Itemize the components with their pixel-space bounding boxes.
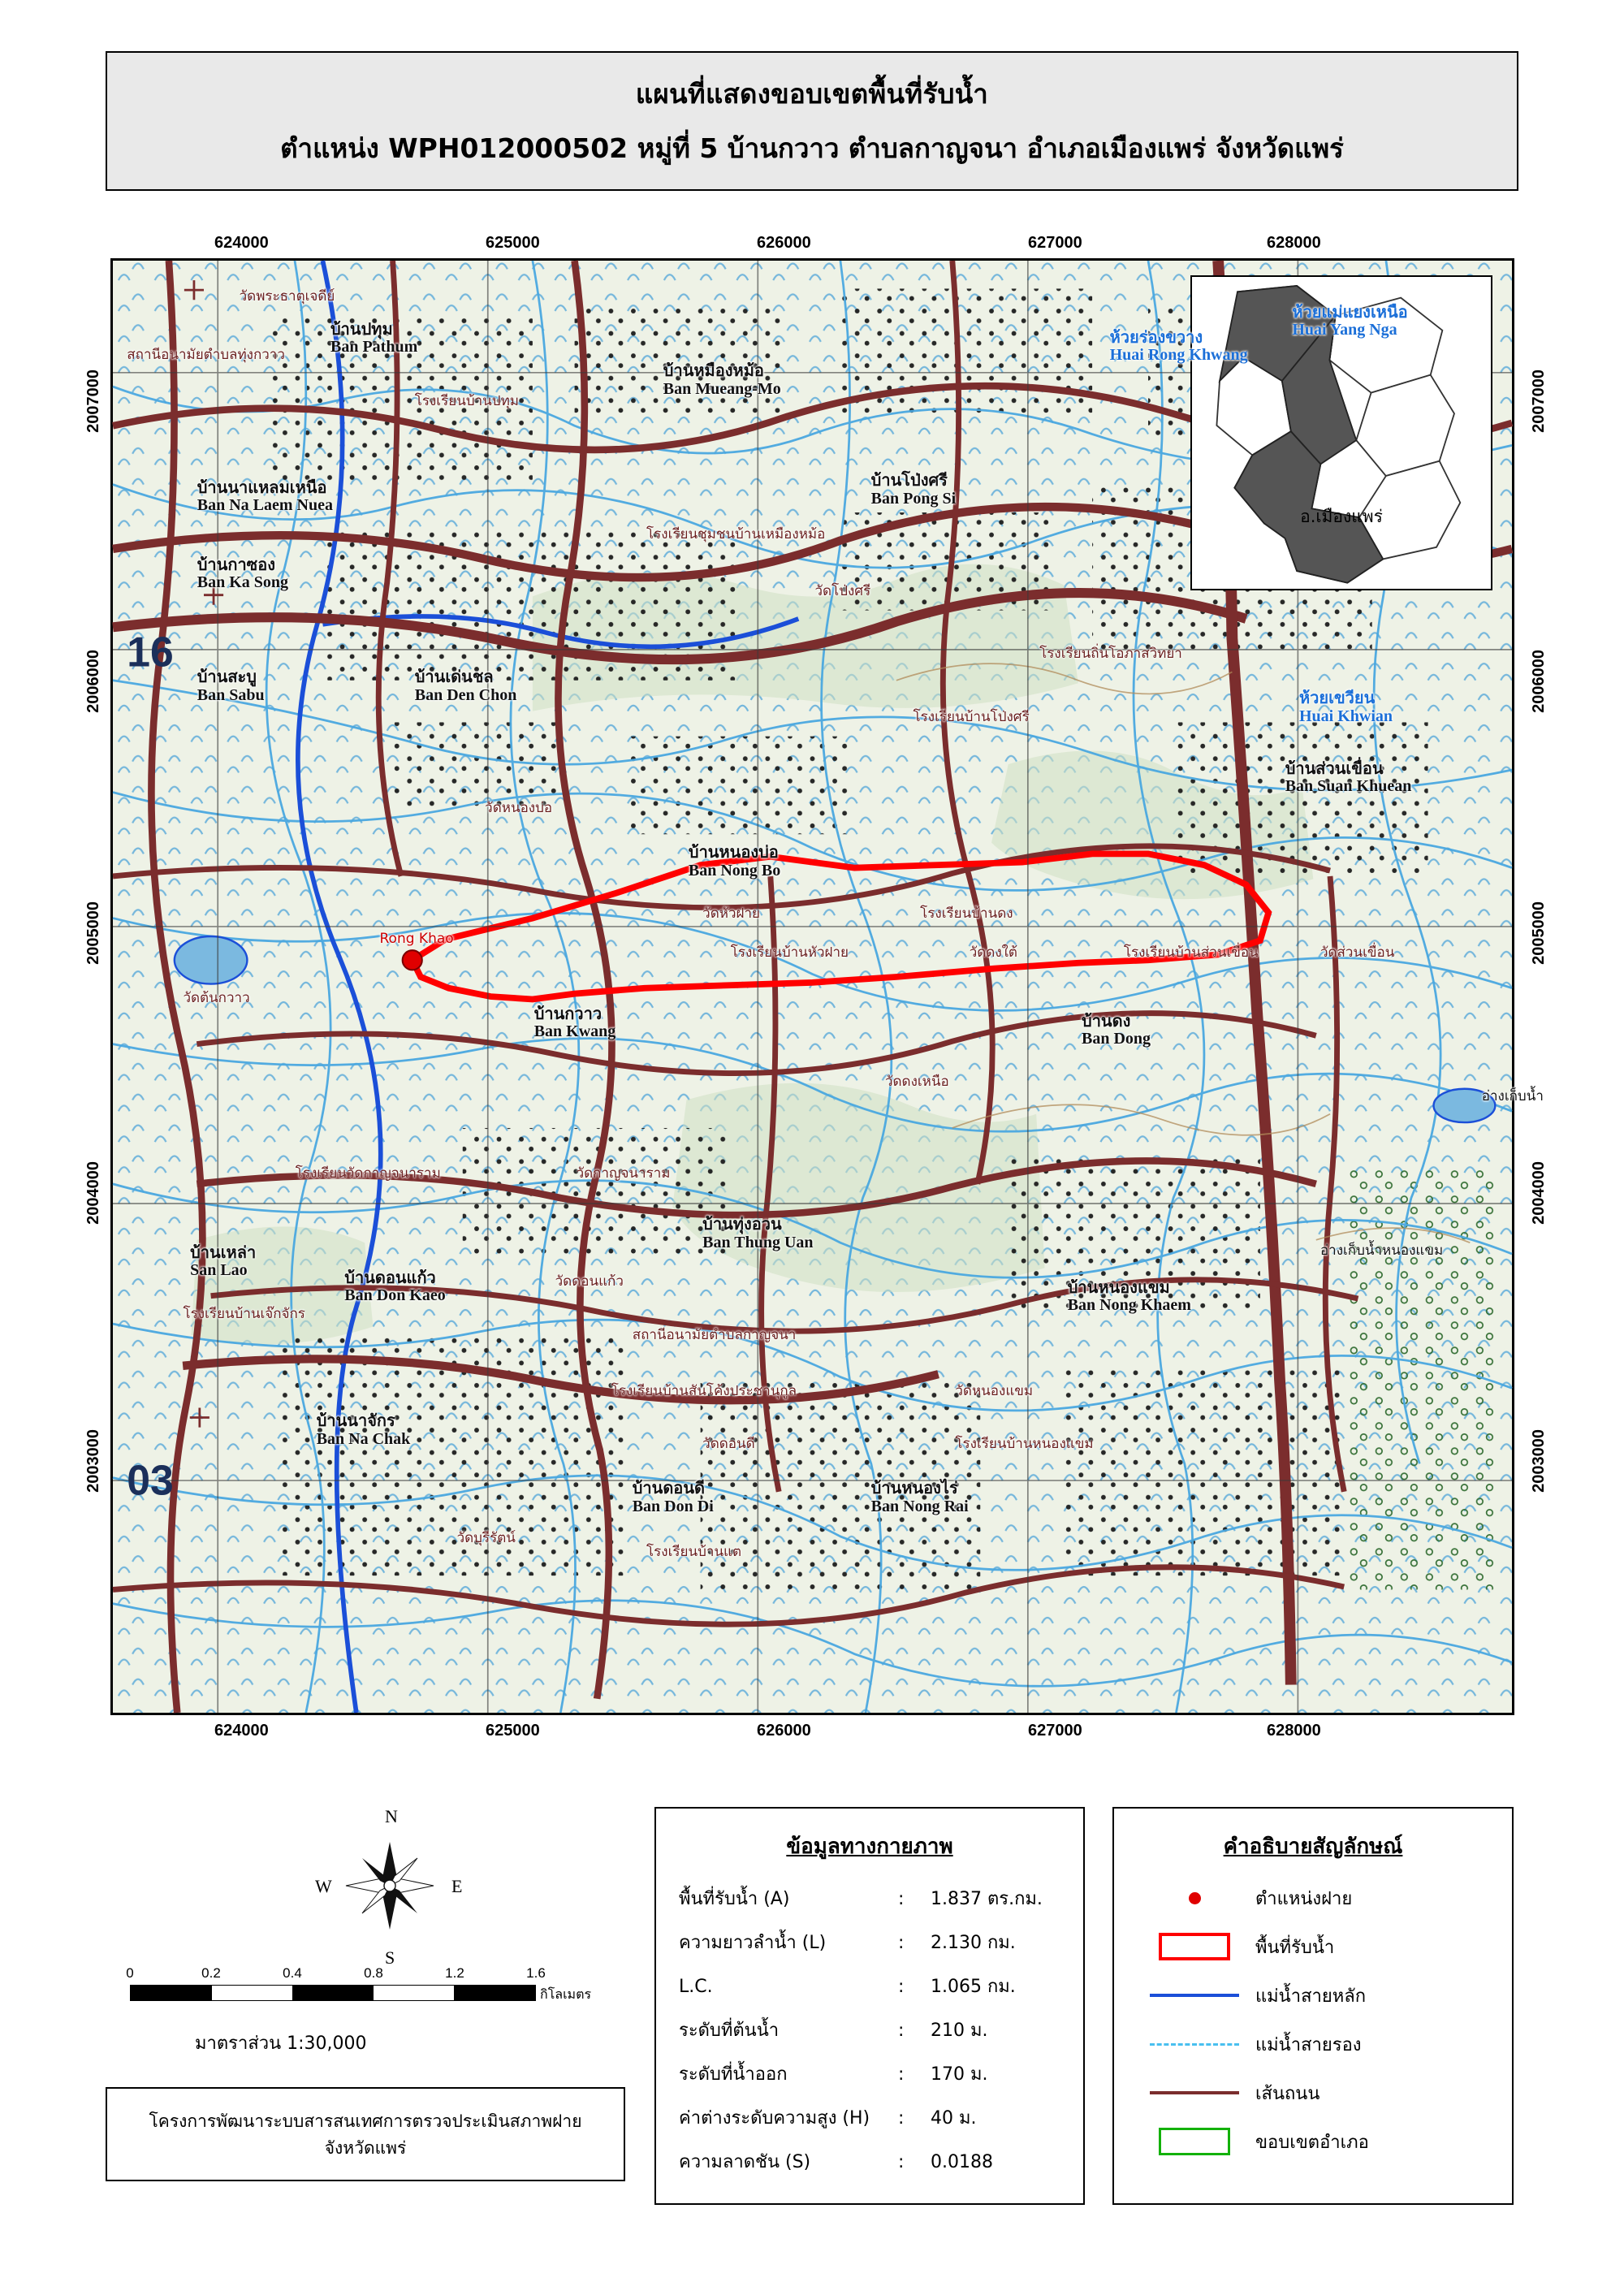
map-place-label-th: บ้านหนองบ่อ <box>688 842 779 862</box>
map-place-label-en: Ban Kwang <box>533 1022 616 1041</box>
physical-value: 1.837 ตร.กม. <box>931 1889 1043 1909</box>
inset-district-label: อ.เมืองแพร่ <box>1300 507 1383 526</box>
map-place-label-th: โรงเรียนบ้านส่วนเขื่อน <box>1123 944 1259 962</box>
map-place-label-th: โรงเรียนบ้านแต <box>646 1544 742 1561</box>
map-place-label-th: วัดกาญจนาราม <box>576 1165 671 1182</box>
map-place-label-th: โรงเรียนบ้านปทุม <box>414 393 519 410</box>
map-place-label-th: บ้านดอนดี <box>632 1478 705 1498</box>
map-place-label-en: San Lao <box>190 1261 248 1280</box>
legend-item-road <box>1134 2079 1492 2107</box>
page-title: แผนที่แสดงขอบเขตพื้นที่รับน้ำ <box>635 78 989 110</box>
map-place-label-th: วัดต้นกวาว <box>183 989 250 1006</box>
map-place-label-th: บ้านนาแหลมเหนือ <box>197 477 327 497</box>
legend-item-catchment <box>1134 1933 1492 1960</box>
scale-seg <box>374 1986 455 2000</box>
map-place-label-th: วัดบุรีรัตน์ <box>456 1530 516 1547</box>
y-tick-label: 2007000 <box>1530 370 1548 433</box>
map-place-label-th: โรงเรียนบ้านหัวฝาย <box>730 944 849 962</box>
map-place-label-th: บ้านเด่นชล <box>414 667 494 687</box>
map-place-label-th: บ้านหนองแขม <box>1067 1277 1170 1298</box>
weir-point-icon <box>1134 1892 1255 1904</box>
physical-colon: : <box>898 1933 905 1953</box>
legend-label: เส้นถนน <box>1255 2083 1320 2104</box>
main-river-icon <box>1134 1994 1255 1997</box>
map-place-label-th: ห้วยเขวียน <box>1299 688 1376 708</box>
map-place-label-th: บ้านโป่งศรี <box>870 470 948 491</box>
legend-item-secondary-river <box>1134 2030 1492 2058</box>
scale-seg <box>292 1986 374 2000</box>
map-title-block <box>106 51 1518 191</box>
y-tick-label: 2006000 <box>84 650 102 713</box>
map-place-label-th: บ้านหมืองหม้อ <box>663 361 764 381</box>
south-label: S <box>385 1947 395 1968</box>
map-place-label-en: Ban Nong Bo <box>688 861 781 880</box>
physical-label: L.C. <box>679 1977 713 1997</box>
map-place-label-en: Huai Yang Nga <box>1292 321 1397 339</box>
north-arrow <box>315 1806 463 1968</box>
svg-text:16: 16 <box>127 628 174 676</box>
y-tick-label: 2003000 <box>1530 1429 1548 1493</box>
map-place-label-th: วัดโป่งศรี <box>814 582 871 599</box>
map-place-label-th: บ้านทุ่งอวน <box>702 1214 782 1234</box>
physical-value: 40 ม. <box>931 2108 977 2129</box>
credit-line-1: โครงการพัฒนาระบบสารสนเทศการตรวจประเมินสภาพฝาย <box>149 2111 582 2131</box>
credit-text <box>107 2089 624 2161</box>
physical-value: 1.065 กม. <box>931 1977 1016 1997</box>
svg-text:03: 03 <box>127 1456 174 1504</box>
physical-colon: : <box>898 2021 905 2041</box>
x-tick-label: 625000 <box>486 1722 540 1740</box>
map-place-label-th: Rong Khao <box>379 931 454 948</box>
physical-label: ความยาวลำน้ำ (L) <box>679 1933 827 1953</box>
x-tick-label: 627000 <box>1028 1722 1082 1740</box>
inset-svg <box>1192 277 1491 589</box>
scale-tick: 0 <box>126 1965 134 1981</box>
scale-tick: 1.6 <box>526 1965 546 1981</box>
physical-value: 2.130 กม. <box>931 1933 1016 1953</box>
legend-label: แม่น้ำสายหลัก <box>1255 1986 1367 2007</box>
x-tick-label: 626000 <box>757 234 811 252</box>
map-place-label-en: Ban Sabu <box>197 685 265 704</box>
legend-heading: คำอธิบายสัญลักษณ์ <box>1223 1835 1403 1859</box>
map-place-label-th: วัดหัวฝาย <box>702 905 760 923</box>
map-place-label-th: บ้านดง <box>1082 1010 1131 1031</box>
map-place-label-th: บ้านนาจักร <box>316 1411 395 1431</box>
y-tick-label: 2005000 <box>84 901 102 965</box>
map-place-label-th: โรงเรียนวัดกาญจนาราม <box>295 1165 441 1182</box>
district-boundary-icon <box>1134 2128 1255 2155</box>
map-place-label-en: Ban Dong <box>1082 1030 1151 1048</box>
map-place-label-th: โรงเรียนบ้านสันโค้งประชานุกูล <box>611 1382 797 1399</box>
map-place-label-th: บ้านสะบู <box>197 667 257 687</box>
map-place-label-th: โรงเรียนบ้านดง <box>920 905 1013 923</box>
x-tick-label: 627000 <box>1028 234 1082 252</box>
map-place-label-en: Huai Khwian <box>1299 707 1393 725</box>
physical-colon: : <box>898 2064 905 2085</box>
map-place-label-th: โรงเรียนบ้านโป่งศรี <box>913 709 1030 726</box>
page-subtitle: ตำแหน่ง WPH012000502 หมู่ที่ 5 บ้านกวาว ตำบลกาญจนา อำเภอเมืองแพร่ จังหวัดแพร่ <box>280 132 1344 164</box>
credit-line-2: จังหวัดแพร่ <box>324 2137 407 2158</box>
map-place-label-th: บ้านดอนแก้ว <box>344 1267 436 1287</box>
map-place-label-th: บ้านส่วนเขื่อน <box>1285 758 1384 778</box>
scale-ratio-label: มาตราส่วน 1:30,000 <box>195 2034 367 2054</box>
y-tick-label: 2007000 <box>84 370 102 433</box>
physical-colon: : <box>898 1977 905 1997</box>
map-place-label-th: วัดหนองแขม <box>955 1382 1034 1399</box>
map-place-label-en: Ban Ka Song <box>197 573 288 592</box>
physical-data-row <box>679 1972 1060 2000</box>
map-place-label-th: วัดดอนดี <box>702 1436 755 1453</box>
weir-location-marker <box>403 950 422 970</box>
map-place-label-th: บ้านเหล่า <box>190 1242 257 1262</box>
map-place-label-en: Ban Pong Si <box>870 489 957 508</box>
map-place-label-en: Ban Don Kaeo <box>344 1286 446 1305</box>
map-place-label-th: โรงเรียนชุมชนบ้านเหมืองหม้อ <box>646 526 826 543</box>
map-place-label-th: วัดดงใต้ <box>969 944 1017 962</box>
scale-tick: 0.2 <box>201 1965 221 1981</box>
y-tick-label: 2004000 <box>1530 1161 1548 1225</box>
physical-data-heading: ข้อมูลทางกายภาพ <box>786 1835 953 1859</box>
map-place-label-th: ห้วยร่องขวาง <box>1109 326 1203 347</box>
physical-colon: : <box>898 1889 905 1909</box>
physical-label: ระดับที่ต้นน้ำ <box>679 2021 780 2041</box>
physical-value: 0.0188 <box>931 2152 993 2172</box>
legend-label: ตำแหน่งฝาย <box>1255 1888 1353 1909</box>
scale-seg <box>212 1986 293 2000</box>
map-place-label-en: Ban Nong Rai <box>870 1497 969 1515</box>
scale-tick: 0.8 <box>364 1965 383 1981</box>
x-tick-label: 624000 <box>214 234 269 252</box>
x-tick-label: 625000 <box>486 234 540 252</box>
legend-rows <box>1114 1884 1512 2155</box>
scale-bar <box>126 1965 592 2057</box>
map-place-label-en: Ban Nong Khaem <box>1067 1296 1191 1315</box>
physical-label: ค่าต่างระดับความสูง (H) <box>679 2108 870 2129</box>
physical-label: พื้นที่รับน้ำ (A) <box>679 1889 790 1909</box>
x-tick-label: 626000 <box>757 1722 811 1740</box>
physical-colon: : <box>898 2152 905 2172</box>
legend-label: ขอบเขตอำเภอ <box>1255 2132 1369 2153</box>
map-place-label-th: โรงเรียนถิ่นโอภาสวิทยา <box>1039 646 1182 663</box>
scale-seg <box>131 1986 212 2000</box>
map-place-label-th: วัดพระธาตุเจดีย์ <box>239 287 335 305</box>
map-place-label-en: Ban Suan Khuean <box>1285 776 1412 795</box>
physical-data-row <box>679 2016 1060 2044</box>
map-place-label-th: ห้วยแม่แยงเหนือ <box>1292 301 1408 322</box>
y-tick-label: 2003000 <box>84 1429 102 1493</box>
inset-locator-map <box>1190 275 1492 590</box>
scale-unit-label: กิโลเมตร <box>540 1986 592 2002</box>
map-place-label-en: Ban Mueang-Mo <box>663 379 781 398</box>
map-place-label-en: Ban Den Chon <box>414 685 517 704</box>
map-place-label-en: Ban Na Laem Nuea <box>197 496 333 515</box>
scale-seg <box>454 1986 535 2000</box>
map-place-label-th: วัดหนองบ่อ <box>485 800 553 817</box>
map-place-label-en: Ban Thung Uan <box>702 1233 814 1251</box>
east-label: E <box>451 1876 463 1896</box>
map-place-label-th: วัดดงเหนือ <box>884 1074 949 1091</box>
project-credit-panel <box>106 2087 625 2181</box>
y-tick-label: 2004000 <box>84 1161 102 1225</box>
physical-data-row <box>679 2103 1060 2132</box>
x-tick-label: 628000 <box>1267 234 1321 252</box>
catchment-area-icon <box>1134 1933 1255 1960</box>
map-place-label-en: Ban Na Chak <box>316 1429 411 1448</box>
legend-item-main-river <box>1134 1982 1492 2009</box>
y-tick-label: 2006000 <box>1530 650 1548 713</box>
map-place-label-en: Ban Pathum <box>330 337 418 356</box>
map-place-label-th: บ้านกวาว <box>533 1004 603 1023</box>
physical-data-row <box>679 1884 1060 1912</box>
map-place-label-th: สถานีอนามัยตำบลกาญจนา <box>632 1326 797 1343</box>
scale-tick: 1.2 <box>445 1965 464 1981</box>
legend-item-weir <box>1134 1884 1492 1912</box>
scale-bar-ticks <box>126 1965 552 1985</box>
physical-label: ความลาดชัน (S) <box>679 2152 811 2172</box>
legend-panel <box>1112 1807 1514 2205</box>
map-place-label-th: บ้านปทุม <box>330 318 393 339</box>
west-label: W <box>315 1876 332 1896</box>
map-place-label-th: โรงเรียนบ้านเจ๊กจักร <box>183 1305 305 1322</box>
map-place-label-th: โรงเรียนบ้านหนองแขม <box>955 1436 1094 1453</box>
scale-tick: 0.4 <box>283 1965 302 1981</box>
map-place-label-th: อ่างเก็บน้ำ <box>1481 1087 1544 1104</box>
physical-colon: : <box>898 2108 905 2129</box>
y-tick-label: 2005000 <box>1530 901 1548 965</box>
scale-bar-graphic <box>130 1985 536 2001</box>
map-place-label-en: Ban Don Di <box>632 1497 714 1515</box>
physical-value: 210 ม. <box>931 2021 988 2041</box>
physical-data-rows <box>656 1884 1083 2176</box>
legend-label: พื้นที่รับน้ำ <box>1255 1937 1335 1958</box>
map-place-label-en: Huai Rong Khwang <box>1109 346 1248 365</box>
physical-label: ระดับที่น้ำออก <box>679 2064 788 2085</box>
map-place-label-th: วัดดอนแก้ว <box>555 1273 624 1290</box>
physical-value: 170 ม. <box>931 2064 988 2085</box>
physical-data-row <box>679 1928 1060 1956</box>
compass-rose-icon <box>317 1811 463 1957</box>
physical-data-row <box>679 2059 1060 2088</box>
legend-item-district-boundary <box>1134 2128 1492 2155</box>
x-tick-label: 628000 <box>1267 1722 1321 1740</box>
x-tick-label: 624000 <box>214 1722 269 1740</box>
secondary-river-icon <box>1134 2043 1255 2046</box>
map-place-label-th: อ่างเก็บน้ำหนองแขม <box>1320 1242 1444 1259</box>
map-place-label-th: วัดส่วนเขื่อน <box>1320 944 1395 962</box>
physical-data-row <box>679 2147 1060 2176</box>
map-place-label-th: บ้านกาซอง <box>197 554 276 574</box>
north-label: N <box>385 1806 398 1826</box>
physical-data-panel <box>654 1807 1085 2205</box>
legend-label: แม่น้ำสายรอง <box>1255 2034 1362 2055</box>
map-place-label-th: บ้านหนองไร่ <box>870 1478 958 1498</box>
map-place-label-th: สถานีอนามัยตำบลทุ่งกวาว <box>127 347 285 364</box>
road-line-icon <box>1134 2091 1255 2094</box>
